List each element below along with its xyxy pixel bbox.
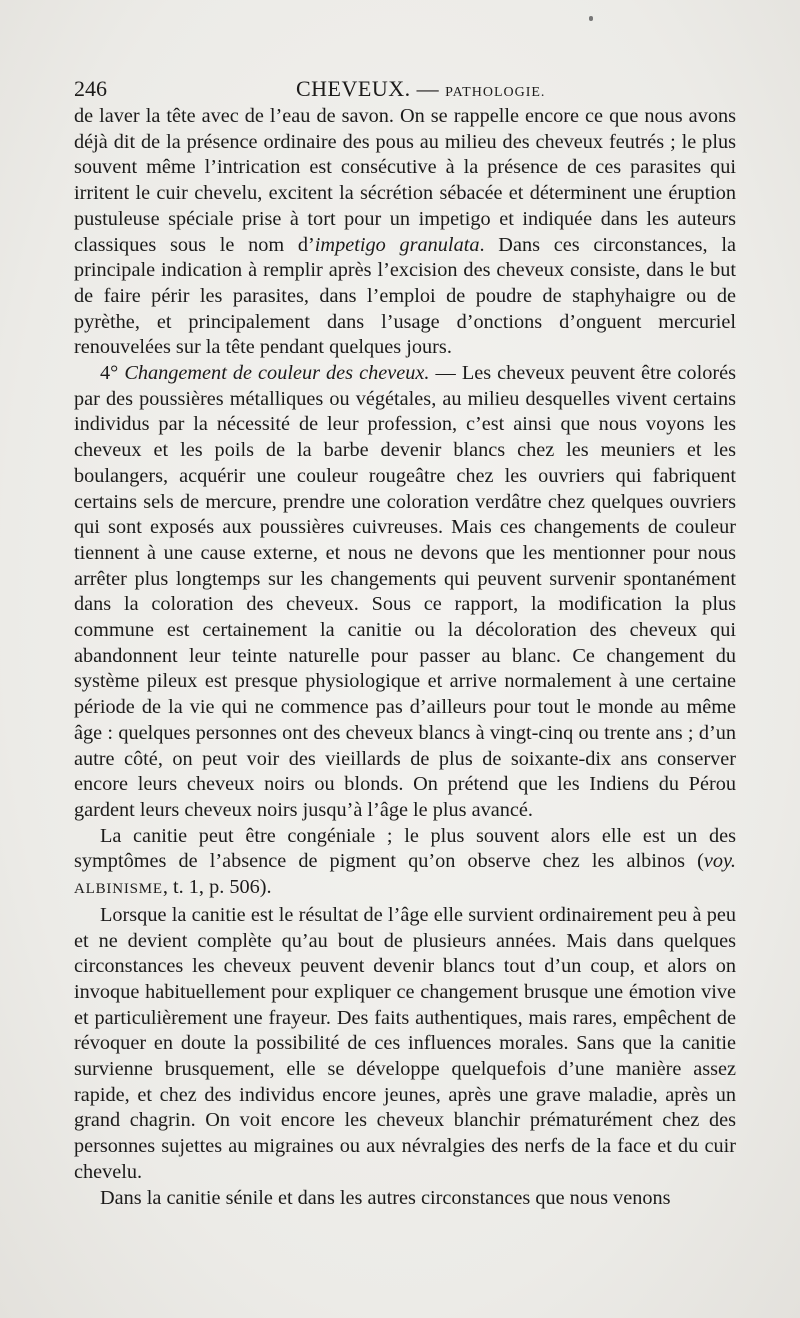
page-number: 246 [74, 76, 107, 101]
body-text [74, 104, 736, 1211]
p3-voy: voy. [703, 850, 736, 873]
p1-italic-term: impetigo granulata [314, 233, 480, 256]
ink-speck [589, 16, 593, 21]
paragraph-3 [74, 824, 736, 903]
p3-cross-reference: ALBINISME [74, 881, 163, 898]
paragraph-5: Dans la canitie sénile et dans les autres circonstances que nous venons [100, 1186, 671, 1209]
p2-number: 4° [100, 362, 119, 385]
running-header [74, 76, 736, 102]
p1-text: de laver la tête avec de l’eau de savon. On se rappelle encore ce que nous avons déjà dit de la présence ordinaire des pous au milieu des cheveux feutrés ; le plus souvent même l’intrication est consécutive à la présence de ces parasites qui irritent le cuir chevelu, excitent la sécrétion sébacée et déterminent une éruption pustuleuse spéciale prise à tort pour un impetigo et indiquée dans les auteurs classiques sous le nom d’ [74, 105, 736, 256]
paragraph-4: Lorsque la canitie est le résultat de l’âge elle survient ordinairement peu à peu et ne devient complète qu’au bout de plusieurs années. Mais dans quelques circonstances les cheveux peuvent devenir blancs tout d’un coup, et alors on invoque habituellement pour expliquer ce changement brusque une émotion vive et particulièrement une frayeur. Des faits authentiques, mais rares, empêchent de révoquer en doute la possibilité de ces influences morales. Sans que la canitie survienne brusquement, elle se développe quelquefois d’une manière assez rapide, et chez des individus encore jeunes, après une grave maladie, après un grand chagrin. On voit encore les cheveux blanchir prématurément chez des personnes sujettes au migraines ou aux névralgies des nerfs de la face et du cuir chevelu. [74, 903, 736, 1183]
header-title: CHEVEUX. [296, 76, 411, 101]
paragraph-2 [74, 361, 736, 824]
header-dash: — [416, 76, 440, 101]
p1-text-end: . Dans ces circonstances, la principale indication à remplir après l’excision des cheveux consiste, dans le but de faire périr les parasites, dans l’emploi de poudre de staphyhaigre ou de pyrèthe, et principalement dans l’usage d’onctions d’onguent mercuriel renouvelées sur la tête pendant quelques jours. [74, 233, 736, 359]
p3-text: La canitie peut être congéniale ; le plus souvent alors elle est un des symptômes de l’absence de pigment qu’on observe chez les albinos ( [74, 824, 736, 873]
p2-text: — Les cheveux peuvent être colorés par des poussières métalliques ou végétales, au milieu desquelles vivent certains individus par la nécessité de leur profession, c’est ainsi que nous voyons les cheveux et les poils de la barbe devenir blancs chez les meuniers et les boulangers, acquérir une couleur rougeâtre chez les ouvriers qui fabriquent certains sels de mercure, prendre une coloration verdâtre chez quelques ouvriers qui sont exposés aux poussières cuivreuses. Mais ces changements de couleur tiennent à une cause externe, et nous ne devons que les mentionner pour nous arrêter plus longtemps sur les changements qui peuvent survenir spontanément dans la coloration des cheveux. Sous ce rapport, la modification la plus commune est certainement la canitie ou la décoloration des cheveux qui abandonnent leur teinte naturelle pour passer au blanc. Ce changement du système pileux est presque physiologique et arrive normalement à une certaine période de la vie qui ne commence pas d’ailleurs pour tout le monde au même âge : quelques personnes ont des cheveux blancs à vingt-cinq ou trente ans ; d’un autre côté, on peut voir des vieillards de plus de soixante-dix ans conserver encore leurs cheveux noirs ou blonds. On prétend que les Indiens du Pérou gardent leurs cheveux noirs jusqu’à l’âge le plus avancé. [74, 362, 737, 821]
p2-section-heading: Changement de couleur des cheveux. [124, 362, 430, 385]
p3-text-end: , t. 1, p. 506). [162, 876, 272, 899]
header-section: PATHOLOGIE. [445, 85, 546, 100]
paragraph-1 [74, 104, 736, 361]
running-title [296, 76, 545, 102]
